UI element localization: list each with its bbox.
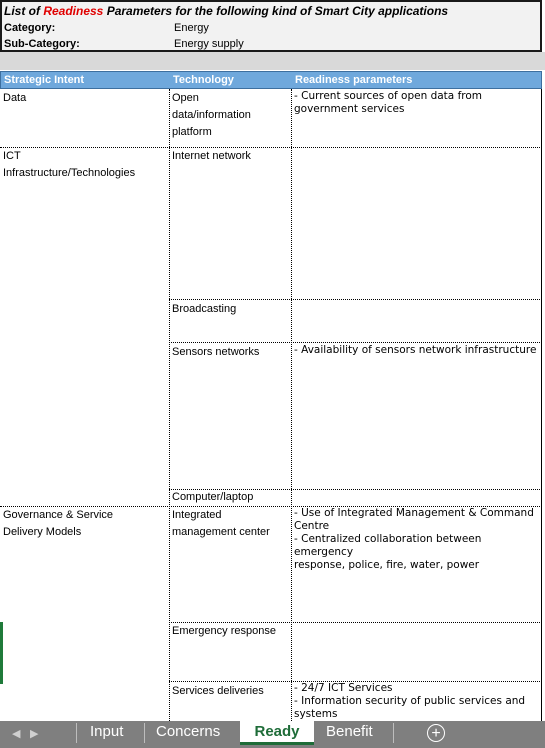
spacer-row: [0, 52, 545, 70]
param-line: - 24/7 ICT Services: [294, 682, 393, 694]
column-header-strategic-intent[interactable]: Strategic Intent: [4, 74, 85, 86]
technology-cell-internet[interactable]: [172, 148, 251, 165]
technology-label: Broadcasting: [172, 303, 237, 315]
intent-cell-governance[interactable]: [3, 507, 113, 541]
intent-label: Governance & Service: [3, 509, 114, 521]
scroll-left-icon[interactable]: ◀: [12, 728, 21, 740]
subcategory-row: [4, 38, 80, 50]
tab-input[interactable]: Input: [90, 723, 124, 740]
param-line: - Availability of sensors network infrastructure: [294, 344, 537, 356]
param-line: - Current sources of open data from: [294, 90, 483, 102]
param-line: - Information security of public services and: [294, 695, 526, 707]
technology-cell-integrated[interactable]: [172, 507, 270, 541]
column-divider: [291, 89, 292, 721]
technology-label: platform: [172, 126, 212, 138]
tab-separator: [393, 723, 394, 743]
scroll-right-icon[interactable]: ▶: [30, 728, 39, 740]
param-line: systems: [294, 708, 338, 720]
intent-label: Data: [3, 92, 27, 104]
technology-label: Integrated: [172, 509, 222, 521]
technology-cell-broadcasting[interactable]: [172, 301, 236, 318]
category-row: [4, 22, 55, 34]
title-suffix: Parameters for the following kind of Smart City applications: [103, 4, 449, 18]
column-header-readiness-parameters[interactable]: Readiness parameters: [295, 74, 413, 86]
sheet-info-box: [0, 0, 542, 52]
column-header-technology[interactable]: Technology: [173, 74, 234, 86]
intent-cell-data[interactable]: [3, 90, 26, 107]
row-divider: [169, 299, 542, 300]
intent-label: Infrastructure/Technologies: [3, 167, 136, 179]
tab-concerns[interactable]: Concerns: [156, 723, 221, 740]
param-cell-open-data[interactable]: [294, 90, 482, 116]
tab-separator: [76, 723, 77, 743]
row-selection-marker: [0, 622, 3, 684]
category-value[interactable]: Energy: [174, 22, 209, 34]
technology-cell-sensors[interactable]: [172, 344, 259, 361]
param-cell-services[interactable]: [294, 682, 525, 721]
param-line: Centre: [294, 520, 330, 532]
subcategory-value[interactable]: Energy supply: [174, 38, 244, 50]
technology-label: Internet network: [172, 150, 251, 162]
technology-label: Computer/laptop: [172, 491, 254, 503]
add-sheet-button[interactable]: [427, 724, 445, 742]
technology-label: data/information: [172, 109, 251, 121]
intent-cell-ict[interactable]: [3, 148, 135, 182]
technology-cell-services[interactable]: [172, 683, 264, 700]
title-highlight: Readiness: [43, 4, 104, 18]
technology-cell-emergency[interactable]: [172, 623, 276, 640]
title-prefix: List of: [4, 4, 44, 18]
readiness-table: [0, 89, 542, 721]
column-divider: [169, 89, 170, 721]
tab-ready[interactable]: Ready: [240, 721, 314, 745]
row-divider: [169, 342, 542, 343]
technology-cell-open-data[interactable]: [172, 90, 251, 141]
sheet-tab-bar: [0, 721, 545, 748]
technology-label: Emergency response: [172, 625, 276, 637]
param-line: - Centralized collaboration between emergency: [294, 533, 482, 558]
subcategory-label: Sub-Category:: [4, 38, 80, 50]
table-header: [0, 71, 542, 89]
intent-label: ICT: [3, 150, 21, 162]
category-label: Category:: [4, 22, 56, 34]
plus-icon: +: [431, 725, 441, 742]
tab-benefit[interactable]: Benefit: [326, 723, 373, 740]
param-line: government services: [294, 103, 405, 115]
technology-cell-computer[interactable]: [172, 489, 253, 506]
technology-label: Services deliveries: [172, 685, 264, 697]
technology-label: Sensors networks: [172, 346, 260, 358]
technology-label: Open: [172, 92, 199, 104]
param-line: response, police, fire, water, power: [294, 559, 480, 571]
tab-separator: [144, 723, 145, 743]
intent-label: Delivery Models: [3, 526, 82, 538]
technology-label: management center: [172, 526, 270, 538]
param-cell-sensors[interactable]: [294, 344, 536, 357]
sheet-title: [4, 4, 448, 18]
param-cell-integrated[interactable]: [294, 507, 541, 572]
param-line: - Use of Integrated Management & Command: [294, 507, 534, 519]
